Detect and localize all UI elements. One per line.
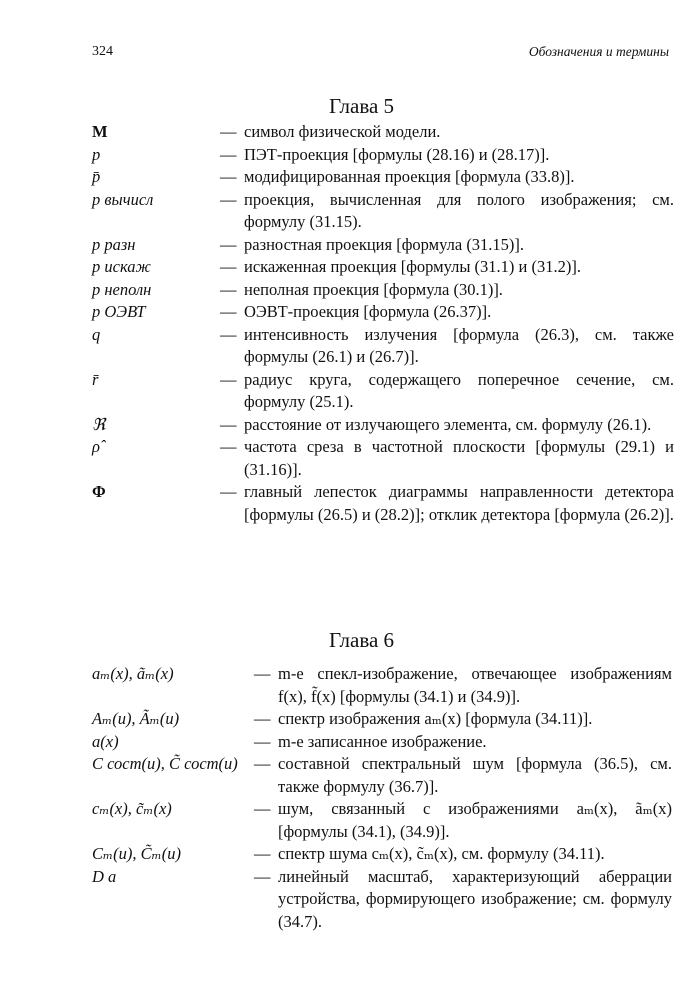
glossary-description: m-е спекл-изображение, отвечающее изображениям f(x), f̃(x) [формулы (34.1) и (34.9)]. <box>278 664 672 706</box>
glossary-entry <box>92 866 672 934</box>
glossary-entry <box>92 121 674 144</box>
glossary-dash: — <box>220 257 237 276</box>
glossary-description: частота среза в частотной плоскости [формулы (29.1) и (31.16)]. <box>244 437 674 479</box>
glossary-description: составной спектральный шум [формула (36.5), см. также формулу (36.7)]. <box>278 754 672 796</box>
glossary-entry <box>92 753 672 798</box>
glossary-dash: — <box>220 437 237 456</box>
glossary-description: главный лепесток диаграммы направленности детектора [формулы (26.5) и (28.2)]; отклик детектора [формула (26.2)]. <box>244 482 674 524</box>
glossary-dash: — <box>220 279 237 299</box>
glossary-symbol: D a <box>92 866 117 886</box>
glossary-entry <box>92 798 672 843</box>
glossary-entry <box>92 708 672 731</box>
glossary-entry <box>92 144 674 167</box>
chapter-6-glossary <box>92 663 672 933</box>
glossary-symbol: q <box>92 324 101 344</box>
glossary-entry <box>92 166 674 189</box>
page-number: 324 <box>92 44 113 59</box>
glossary-description: расстояние от излучающего элемента, см. формулу (26.1). <box>244 414 652 434</box>
chapter-6-title: Глава 6 <box>328 628 395 652</box>
glossary-symbol: p̄ <box>92 167 101 186</box>
glossary-dash: — <box>220 324 237 344</box>
glossary-dash: — <box>220 234 237 254</box>
glossary-dash: — <box>220 167 237 186</box>
glossary-description: искаженная проекция [формулы (31.1) и (31.2)]. <box>244 257 581 276</box>
glossary-dash: — <box>254 844 271 863</box>
glossary-symbol: Cₘ(u), C̃ₘ(u) <box>92 844 181 863</box>
glossary-description: интенсивность излучения [формула (26.3), см. также формулы (26.1) и (26.7)]. <box>244 324 674 366</box>
glossary-symbol: ℜ <box>92 414 106 434</box>
glossary-description: спектр изображения aₘ(x) [формула (34.11)]. <box>278 709 593 728</box>
glossary-symbol: p <box>92 144 101 164</box>
glossary-description: проекция, вычисленная для полого изображения; см. формулу (31.15). <box>244 189 674 231</box>
glossary-dash: — <box>254 799 271 818</box>
glossary-description: символ физической модели. <box>244 122 441 141</box>
glossary-description: радиус круга, содержащего поперечное сечение, см. формулу (25.1). <box>244 369 674 411</box>
glossary-dash: — <box>220 302 237 321</box>
glossary-entry <box>92 189 674 234</box>
glossary-entry <box>92 301 674 324</box>
glossary-entry <box>92 256 674 279</box>
glossary-symbol: p разн <box>92 234 136 254</box>
glossary-dash: — <box>220 369 237 389</box>
glossary-entry <box>92 414 674 437</box>
glossary-symbol: r̄ <box>92 369 99 389</box>
glossary-entry <box>92 663 672 708</box>
glossary-symbol: ρ̂ <box>92 437 100 456</box>
glossary-symbol: p вычисл <box>92 189 154 209</box>
glossary-description: разностная проекция [формула (31.15)]. <box>244 234 525 254</box>
glossary-symbol: a(x) <box>92 731 119 751</box>
glossary-dash: — <box>220 144 237 164</box>
glossary-dash: — <box>220 414 237 434</box>
glossary-entry <box>92 731 672 754</box>
glossary-dash: — <box>220 482 237 501</box>
chapter-5-glossary <box>92 121 674 526</box>
glossary-entry <box>92 436 674 481</box>
glossary-dash: — <box>220 189 237 209</box>
glossary-description: линейный масштаб, характеризующий аберрации устройства, формирующего изображение; см. формулу (34.7). <box>278 866 672 931</box>
glossary-description: спектр шума cₘ(x), c̃ₘ(x), см. формулу (34.11). <box>278 844 605 863</box>
glossary-description: ПЭТ-проекция [формулы (28.16) и (28.17)]. <box>244 144 550 164</box>
glossary-symbol: aₘ(x), ãₘ(x) <box>92 664 174 683</box>
glossary-dash: — <box>254 731 271 751</box>
glossary-dash: — <box>220 122 237 141</box>
glossary-description: неполная проекция [формула (30.1)]. <box>244 279 503 299</box>
glossary-symbol: cₘ(x), c̃ₘ(x) <box>92 799 172 818</box>
running-head: Обозначения и термины <box>528 44 669 59</box>
glossary-entry <box>92 234 674 257</box>
glossary-symbol: C сост(u), C̃ сост(u) <box>92 754 238 773</box>
glossary-description: ОЭВТ-проекция [формула (26.37)]. <box>244 302 492 321</box>
page-header <box>92 44 669 64</box>
glossary-dash: — <box>254 709 271 728</box>
glossary-symbol: p неполн <box>92 279 152 299</box>
chapter-5-title: Глава 5 <box>328 94 395 118</box>
glossary-description: модифицированная проекция [формула (33.8)]. <box>244 167 575 186</box>
glossary-symbol: Aₘ(u), Ãₘ(u) <box>92 709 180 728</box>
glossary-entry <box>92 843 672 866</box>
glossary-symbol: M <box>92 122 108 141</box>
glossary-dash: — <box>254 664 271 683</box>
glossary-entry <box>92 324 674 369</box>
glossary-entry <box>92 279 674 302</box>
glossary-description: шум, связанный с изображениями aₘ(x), ãₘ(x) [формулы (34.1), (34.9)]. <box>278 799 672 841</box>
glossary-entry <box>92 481 674 526</box>
glossary-symbol: Φ <box>92 482 106 501</box>
glossary-dash: — <box>254 754 271 773</box>
glossary-symbol: p искаж <box>92 257 151 276</box>
glossary-entry <box>92 369 674 414</box>
glossary-description: m-е записанное изображение. <box>278 731 487 751</box>
glossary-symbol: p ОЭВТ <box>92 302 146 321</box>
glossary-dash: — <box>254 866 271 886</box>
